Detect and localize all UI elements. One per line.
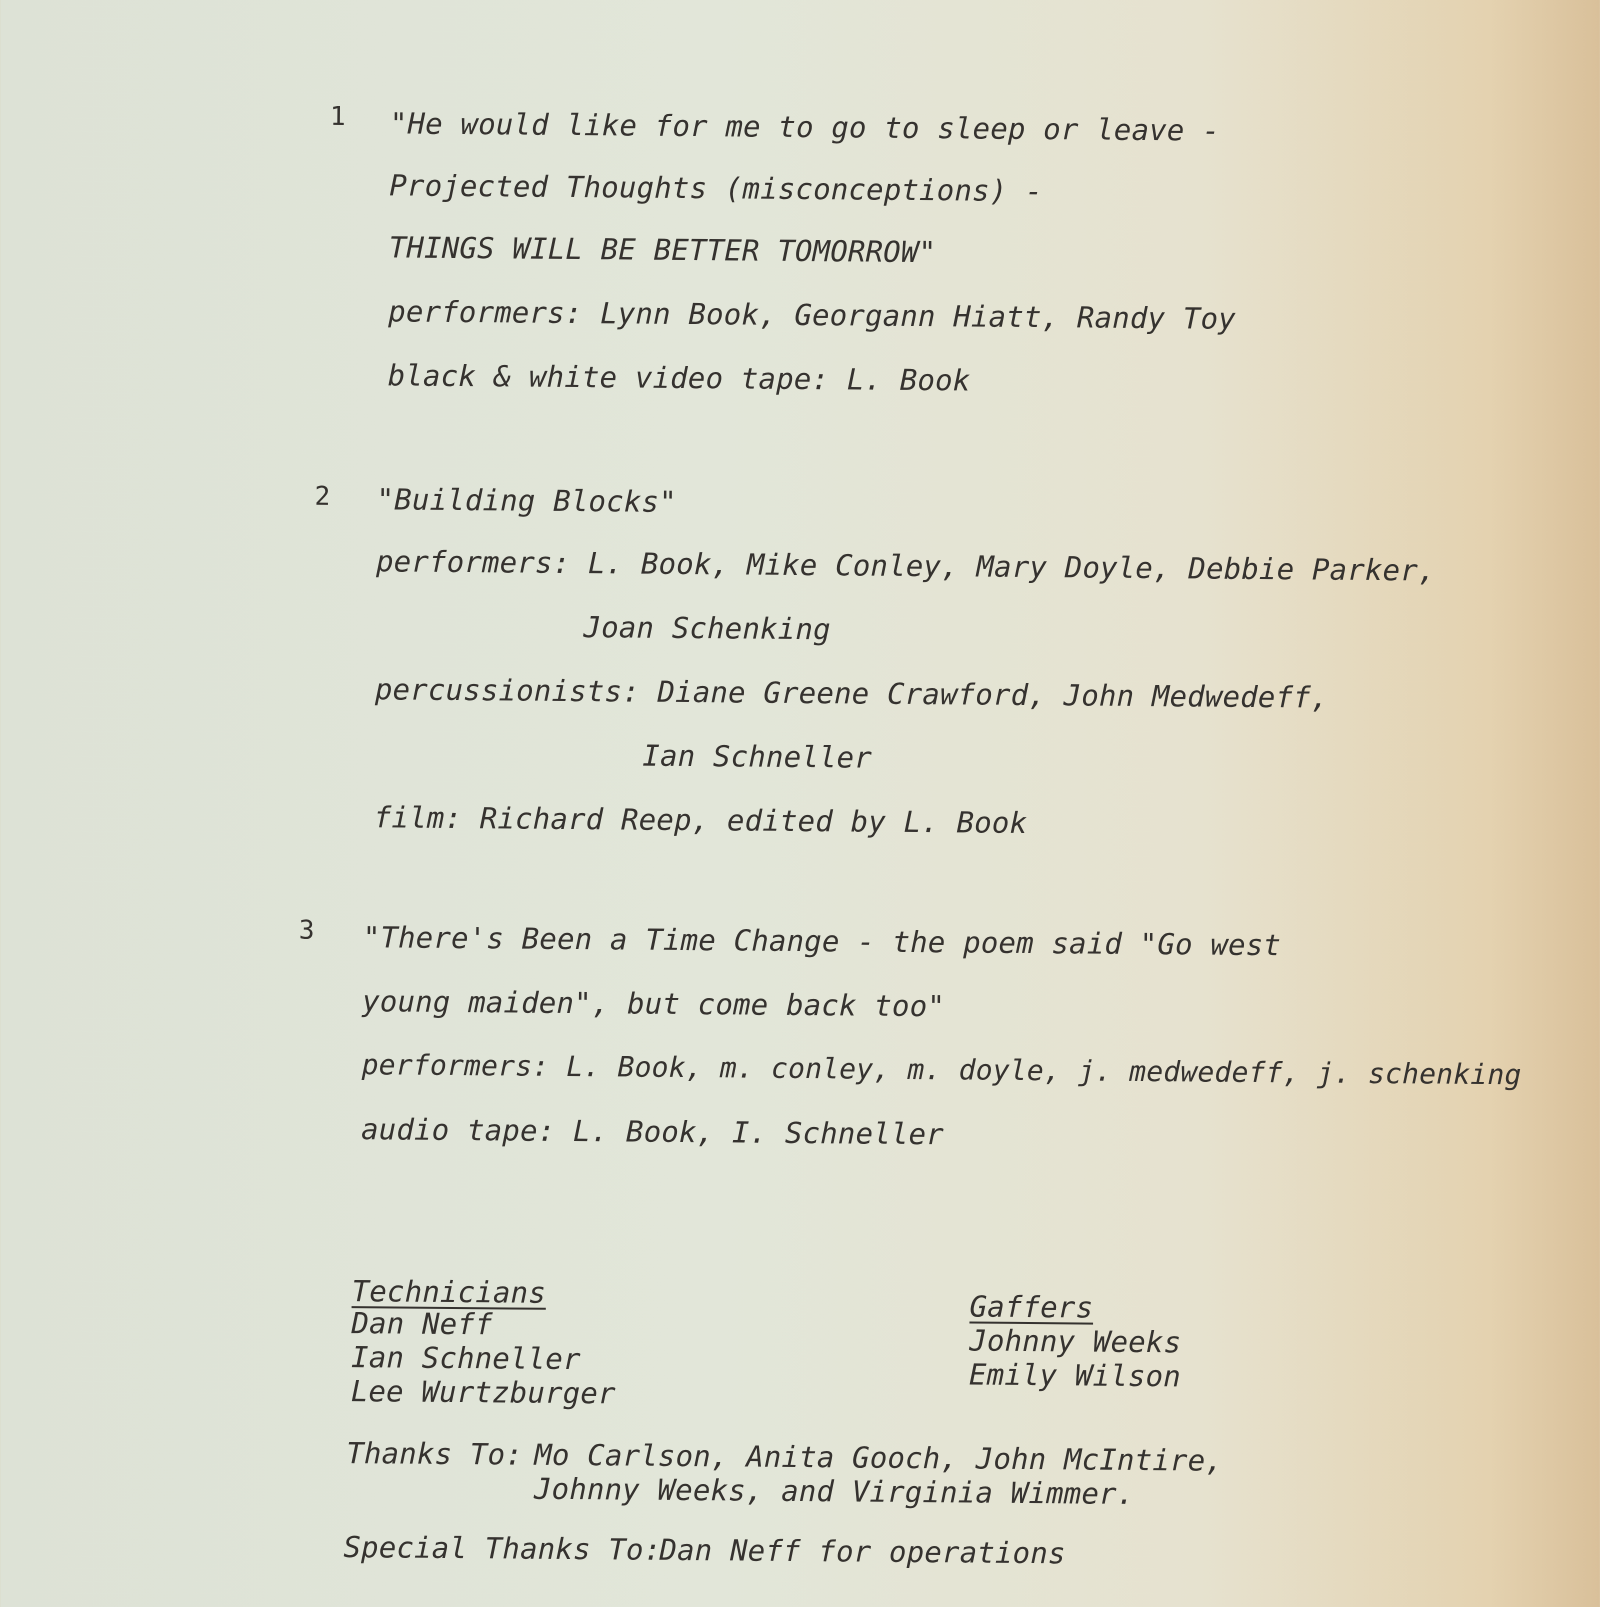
thanks-line: Mo Carlson, Anita Gooch, John McIntire, — [534, 1437, 1224, 1478]
item-title-line: "He would like for me to go to sleep or leave - — [389, 106, 1221, 148]
technician-name: Ian Schneller — [350, 1340, 581, 1377]
gaffer-name: Johnny Weeks — [969, 1323, 1182, 1360]
program-item-1 — [7, 0, 1600, 398]
technician-name: Dan Neff — [351, 1306, 493, 1342]
item-number: 1 — [329, 101, 346, 133]
item-number: 2 — [314, 481, 331, 512]
technician-name: Lee Wurtzburger — [350, 1374, 616, 1411]
special-thanks-text: Dan Neff for operations — [659, 1532, 1066, 1571]
item-title-line: "Building Blocks" — [376, 482, 677, 519]
item-credit-line: performers: L. Book, Mike Conley, Mary Doyle, Debbie Parker, — [375, 544, 1436, 588]
item-credit-line: performers: Lynn Book, Georgann Hiatt, Randy Toy — [388, 294, 1237, 336]
item-title-line: "There's Been a Time Change - the poem said "Go west — [362, 920, 1282, 963]
item-title-line: young maiden", but come back too" — [362, 984, 946, 1024]
gaffer-name: Emily Wilson — [968, 1357, 1182, 1394]
item-number: 3 — [298, 915, 315, 946]
item-title-line: Projected Thoughts (misconceptions) - — [389, 168, 1043, 209]
item-title-line: THINGS WILL BE BETTER TOMORROW" — [388, 230, 937, 270]
thanks-line: Johnny Weeks, and Virginia Wimmer. — [533, 1471, 1135, 1511]
technicians-heading: Technicians — [351, 1274, 547, 1310]
item-credit-line: black & white video tape: L. Book — [387, 358, 971, 398]
item-credit-line: performers: L. Book, m. conley, m. doyle, j. medwedeff, j. schenking — [361, 1048, 1522, 1092]
item-credit-continuation: Joan Schenking — [583, 610, 831, 647]
thanks-label: Thanks To: — [346, 1436, 524, 1472]
item-credit-line: film: Richard Reep, edited by L. Book — [373, 800, 1028, 840]
gaffers-heading: Gaffers — [969, 1289, 1094, 1325]
item-credit-line: percussionists: Diane Greene Crawford, John Medwedeff, — [374, 672, 1329, 715]
special-thanks-label: Special Thanks To: — [343, 1530, 662, 1567]
item-credit-line: audio tape: L. Book, I. Schneller — [360, 1112, 945, 1152]
item-credit-continuation: Ian Schneller — [642, 738, 873, 775]
